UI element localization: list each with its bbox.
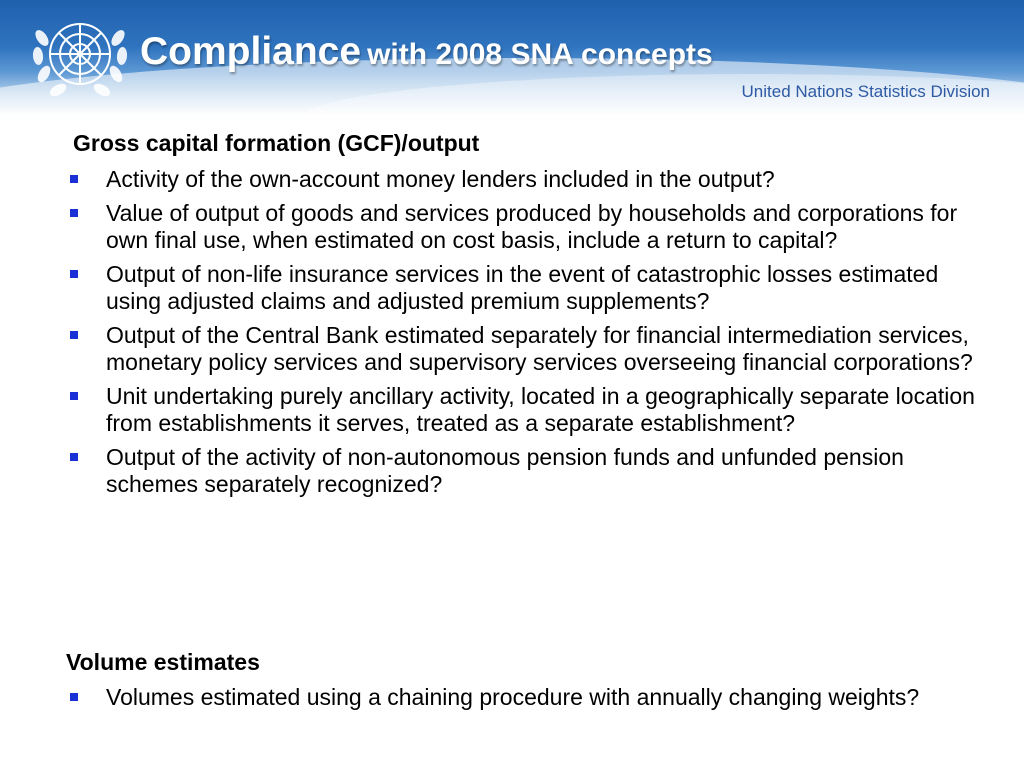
bullet-square-icon [70, 392, 78, 400]
un-emblem-icon [28, 8, 132, 108]
bullet-square-icon [70, 331, 78, 339]
section-heading-gcf-output: Gross capital formation (GCF)/output [73, 130, 480, 156]
bullet-square-icon [70, 175, 78, 183]
slide-title [140, 30, 713, 80]
bullet-square-icon [70, 453, 78, 461]
list-item [66, 322, 986, 376]
slide-header [0, 0, 1024, 116]
list-item-text: Output of non-life insurance services in the event of catastrophic losses estimated using adjusted claims and adjusted premium supplements? [106, 261, 939, 314]
organization-name: United Nations Statistics Division [741, 82, 990, 101]
list-item [66, 261, 986, 315]
bullet-list-gcf-output [66, 166, 986, 505]
list-item [66, 684, 986, 711]
slide-title-sub: with 2008 SNA concepts [367, 38, 713, 71]
bullet-square-icon [70, 270, 78, 278]
bullet-square-icon [70, 209, 78, 217]
list-item-text: Value of output of goods and services produced by households and corporations for own final use, when estimated on cost basis, include a return to capital? [106, 200, 958, 253]
bullet-square-icon [70, 693, 78, 701]
list-item [66, 444, 986, 498]
list-item-text: Unit undertaking purely ancillary activity, located in a geographically separate location from establishments it serves, treated as a separate establishment? [106, 383, 975, 436]
bullet-list-volume-estimates [66, 684, 986, 718]
list-item-text: Output of the activity of non-autonomous pension funds and unfunded pension schemes separately recognized? [106, 444, 904, 497]
list-item [66, 166, 986, 193]
list-item-text: Output of the Central Bank estimated separately for financial intermediation services, monetary policy services and supervisory services overseeing financial corporations? [106, 322, 973, 375]
list-item-text: Activity of the own-account money lenders included in the output? [106, 166, 775, 192]
section-heading-volume-estimates: Volume estimates [66, 649, 260, 675]
list-item [66, 200, 986, 254]
list-item [66, 383, 986, 437]
list-item-text: Volumes estimated using a chaining procedure with annually changing weights? [106, 684, 920, 710]
slide-title-main: Compliance [140, 30, 362, 73]
